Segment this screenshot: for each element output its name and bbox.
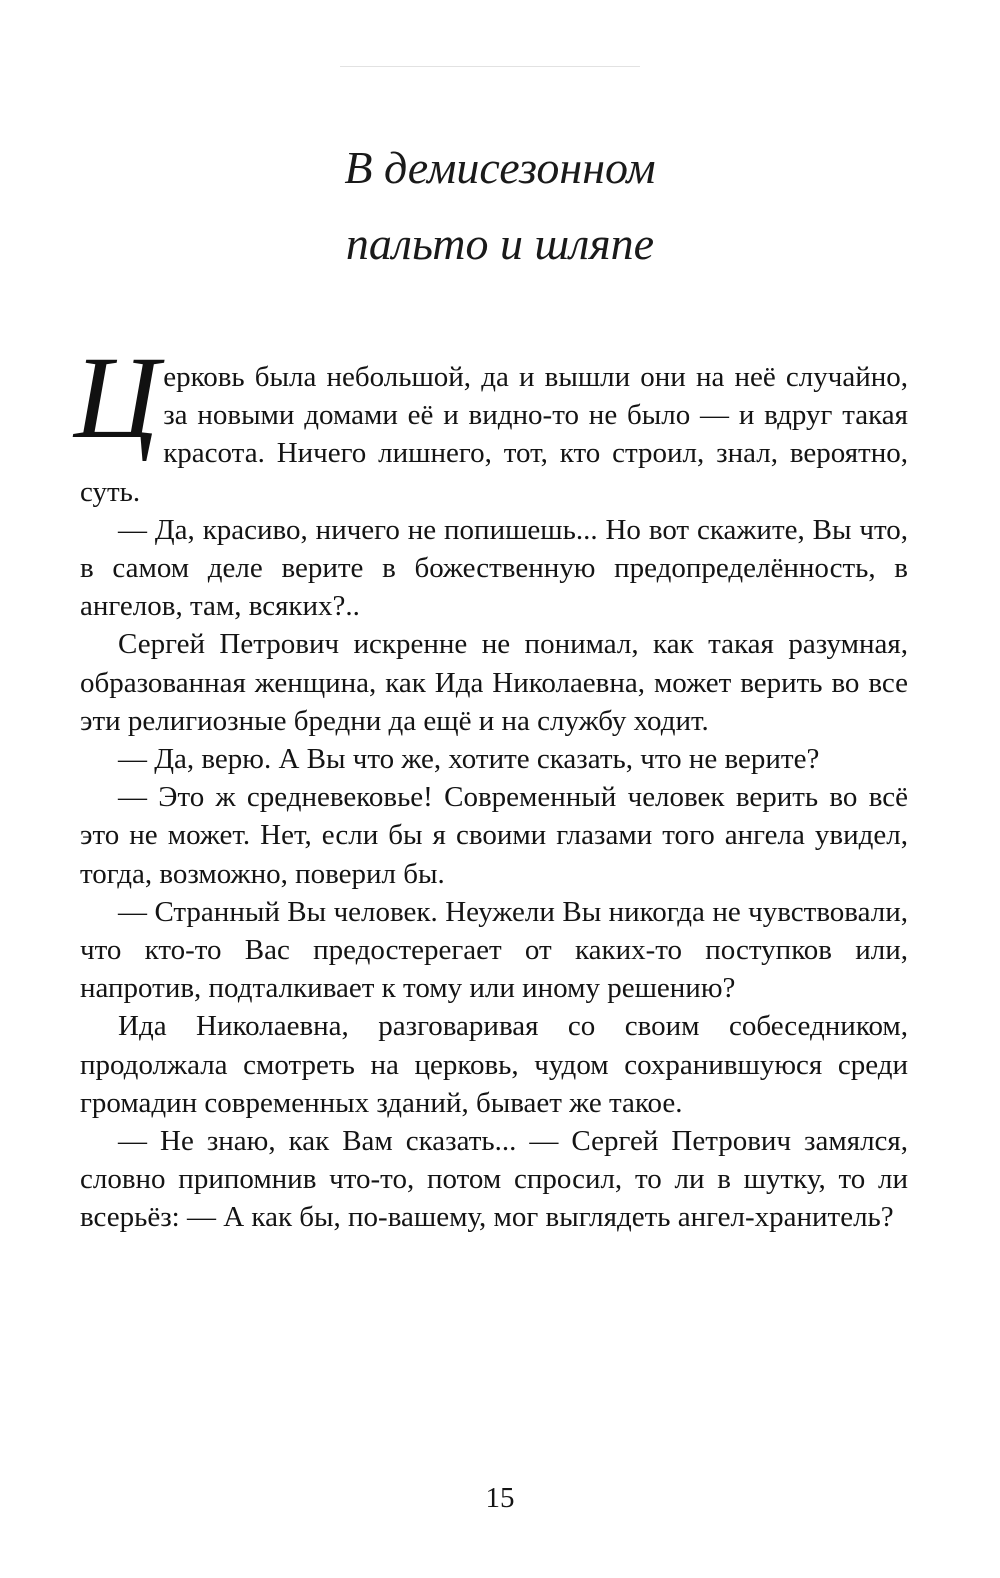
paragraph-text: ерковь была небольшой, да и вышли они на неё случайно, за новыми домами её и видно-то не было — и вдруг такая красота. Ничего лишнего, тот, кто строил, знал, вероятно, суть. (80, 361, 908, 508)
chapter-title-line-2: пальто и шляпе (345, 218, 655, 269)
paragraph: Ида Николаевна, разговаривая со своим собеседником, продолжала смотреть на церковь, чудом сохранившуюся среди громадин современных зданий, бывает же такое. (80, 1010, 908, 1119)
chapter-title (0, 130, 1000, 282)
paragraph: — Да, верю. А Вы что же, хотите сказать, что не верите? (118, 743, 820, 776)
body-text (74, 332, 908, 1237)
top-divider (340, 66, 640, 67)
drop-cap: Ц (74, 332, 160, 463)
paragraph: — Не знаю, как Вам сказать... — Сергей Петрович замялся, словно припомнив что-то, потом спросил, то ли в шутку, то ли всерьёз: — А как бы, по-вашему, мог выглядеть ангел-хранитель? (80, 1125, 908, 1234)
paragraph: — Странный Вы человек. Неужели Вы никогда не чувствовали, что кто-то Вас предостерегает от каких-то поступков или, напротив, подталкивает к тому или иному решению? (80, 895, 908, 1005)
chapter-title-line-1: В демисезонном (344, 142, 656, 193)
paragraph: Сергей Петрович искренне не понимал, как такая разумная, образованная женщина, как Ида Николаевна, может верить во все эти религиозные бредни да ещё и на службу ходит. (80, 628, 908, 737)
page-number: 15 (485, 1482, 515, 1514)
paragraph (74, 332, 908, 511)
paragraph: — Да, красиво, ничего не попишешь... Но вот скажите, Вы что, в самом деле верите в божественную предопределённость, в ангелов, там, всяких?.. (80, 513, 908, 623)
paragraph: — Это ж средневековье! Современный человек верить во всё это не может. Нет, если бы я своими глазами того ангела увидел, тогда, возможно, поверил бы. (80, 781, 908, 890)
